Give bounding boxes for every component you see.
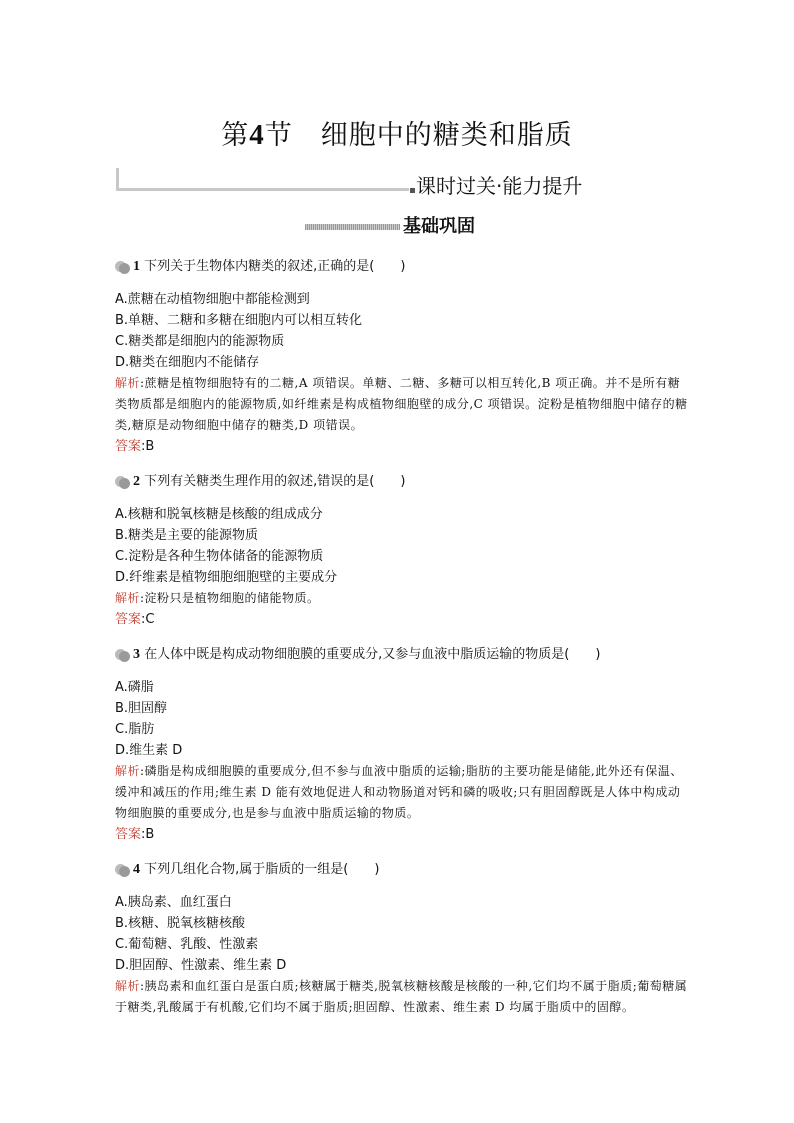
answer-text: :B [141,827,155,842]
question-1 [115,256,690,457]
option-c: C.淀粉是各种生物体储备的能源物质 [115,549,324,564]
question-number: 1 [133,259,140,274]
question-stem [115,859,690,880]
page-title [0,113,794,152]
question-bullet-icon [115,474,131,486]
option-c: C.糖类都是细胞内的能源物质 [115,334,285,349]
option-d: D.维生素 D [115,743,183,758]
answer-label: 答案 [115,827,142,842]
question-bullet-icon [115,647,131,659]
answer [115,436,690,457]
option-c: C.葡萄糖、乳酸、性激素 [115,937,259,952]
analysis [115,761,690,824]
title-number: 4 [249,119,265,151]
title-prefix: 第 [221,120,250,151]
answer-text: :C [141,612,155,627]
option-b: B.胆固醇 [115,701,168,716]
answer-label: 答案 [115,439,142,454]
question-text: 下列几组化合物,属于脂质的一组是( ) [144,862,380,877]
question-text: 在人体中既是构成动物细胞膜的重要成分,又参与血液中脂质运输的物质是( ) [144,647,601,662]
option-d: D.糖类在细胞内不能储存 [115,355,260,370]
analysis-label: 解析 [115,376,141,390]
option-a: A.胰岛素、血红蛋白 [115,895,232,910]
option-b: B.单糖、二糖和多糖在细胞内可以相互转化 [115,313,363,328]
option-c: C.脂肪 [115,722,155,737]
analysis-text: :蔗糖是植物细胞特有的二糖,A 项错误。单糖、二糖、多糖可以相互转化,B 项正确。并不是所有糖类物质都是细胞内的能源物质,如纤维素是构成植物细胞壁的成分,C 项错误。淀粉是植物细胞中储存的糖类,糖原是动物细胞中储存的糖类,D 项错误。 [115,376,688,432]
question-bullet-icon [115,862,131,874]
option-d: D.胆固醇、性激素、维生素 D [115,958,287,973]
analysis-text: :磷脂是构成细胞膜的重要成分,但不参与血液中脂质的运输;脂肪的主要功能是储能,此外还有保温、缓冲和减压的作用;维生素 D 能有效地促进人和动物肠道对钙和磷的吸收;只有胆固醇既是人体中构成动物细胞膜的重要成分,也是参与血液中脂质运输的物质。 [115,764,683,820]
analysis [115,976,690,1018]
question-list [115,256,690,1018]
analysis-label: 解析 [115,979,141,993]
option-b: B.核糖、脱氧核糖核酸 [115,916,246,931]
option-d: D.纤维素是植物细胞细胞壁的主要成分 [115,570,338,585]
analysis-label: 解析 [115,591,141,605]
banner-heading: 课时过关·能力提升 [416,174,583,198]
answer-text: :B [141,439,155,454]
section-heading [305,212,475,238]
analysis [115,588,690,609]
question-stem [115,256,690,277]
question-text: 下列关于生物体内糖类的叙述,正确的是( ) [144,259,406,274]
question-stem [115,644,690,665]
question-number: 4 [133,862,140,877]
question-number: 3 [133,647,140,662]
answer [115,824,690,845]
analysis-text: :胰岛素和血红蛋白是蛋白质;核糖属于糖类,脱氧核糖核酸是核酸的一种,它们均不属于脂质;葡萄糖属于糖类,乳酸属于有机酸,它们均不属于脂质;胆固醇、性激素、维生素 D 均属于脂质中的固醇。 [115,979,688,1014]
question-2 [115,471,690,630]
option-a: A.核糖和脱氧核糖是核酸的组成成分 [115,507,323,522]
question-bullet-icon [115,259,131,271]
analysis [115,373,690,436]
title-suffix: 节 细胞中的糖类和脂质 [264,120,573,151]
section-decoration [305,224,400,230]
question-number: 2 [133,474,140,489]
section-label: 基础巩固 [403,216,475,237]
analysis-label: 解析 [115,764,141,778]
question-3 [115,644,690,845]
option-b: B.糖类是主要的能源物质 [115,528,259,543]
banner-decoration [116,168,409,191]
option-a: A.蔗糖在动植物细胞中都能检测到 [115,292,310,307]
answer-label: 答案 [115,612,142,627]
answer [115,609,690,630]
question-text: 下列有关糖类生理作用的叙述,错误的是( ) [144,474,406,489]
question-4 [115,859,690,1018]
analysis-text: :淀粉只是植物细胞的储能物质。 [140,591,320,605]
question-stem [115,471,690,492]
option-a: A.磷脂 [115,680,154,695]
